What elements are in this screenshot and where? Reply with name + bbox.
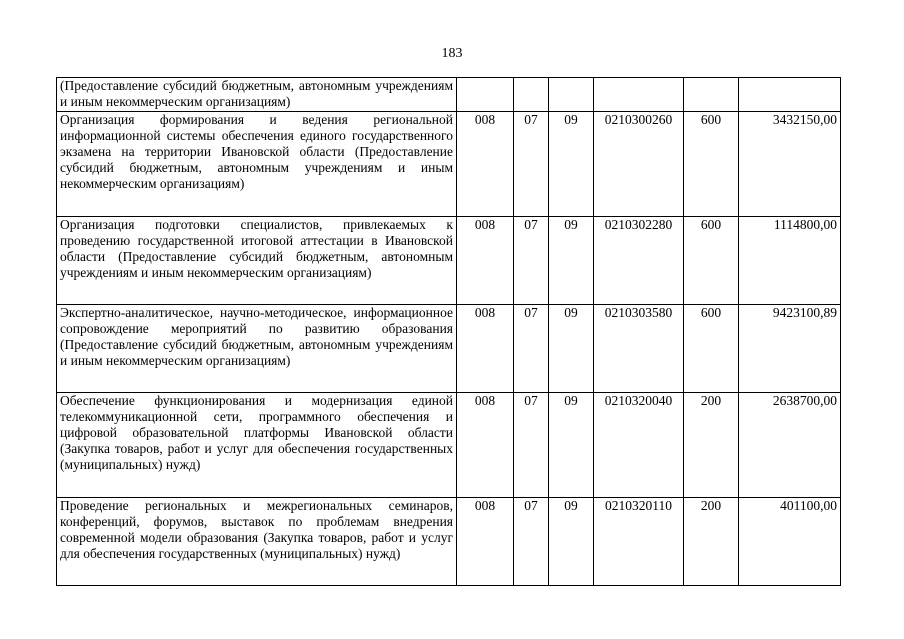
row-expense-type: 200 xyxy=(684,393,739,498)
row-amount: 2638700,00 xyxy=(739,393,841,498)
row-target-article: 0210300260 xyxy=(594,112,684,217)
row-section-code: 07 xyxy=(514,112,549,217)
row-target-article: 0210320110 xyxy=(594,498,684,586)
table-row xyxy=(57,78,841,112)
row-target-article: 0210302280 xyxy=(594,217,684,305)
budget-table xyxy=(56,77,841,586)
row-expense-type: 600 xyxy=(684,217,739,305)
row-gr-code: 008 xyxy=(457,305,514,393)
row-gr-code: 008 xyxy=(457,498,514,586)
row-target-article xyxy=(594,78,684,112)
row-subsection-code: 09 xyxy=(549,217,594,305)
row-target-article: 0210303580 xyxy=(594,305,684,393)
row-section-code: 07 xyxy=(514,305,549,393)
row-expense-type: 600 xyxy=(684,112,739,217)
row-section-code xyxy=(514,78,549,112)
row-gr-code xyxy=(457,78,514,112)
row-gr-code: 008 xyxy=(457,112,514,217)
table-row xyxy=(57,217,841,305)
table-row xyxy=(57,305,841,393)
row-subsection-code: 09 xyxy=(549,305,594,393)
row-description: Экспертно-аналитическое, научно-методическое, информационное сопровождение мероприятий по развитию образования (Предоставление субсидий бюджетным, автономным учреждениям и иным некоммерческим организациям) xyxy=(57,305,457,393)
row-amount: 1114800,00 xyxy=(739,217,841,305)
row-section-code: 07 xyxy=(514,393,549,498)
row-subsection-code: 09 xyxy=(549,498,594,586)
row-section-code: 07 xyxy=(514,217,549,305)
row-expense-type: 200 xyxy=(684,498,739,586)
row-amount: 401100,00 xyxy=(739,498,841,586)
row-amount: 3432150,00 xyxy=(739,112,841,217)
row-description: Организация подготовки специалистов, привлекаемых к проведению государственной итоговой аттестации в Ивановской области (Предоставление субсидий бюджетным, автономным учреждениям и иным некоммерческим организациям) xyxy=(57,217,457,305)
row-amount xyxy=(739,78,841,112)
row-subsection-code: 09 xyxy=(549,393,594,498)
table-row xyxy=(57,393,841,498)
row-description: Организация формирования и ведения региональной информационной системы обеспечения единого государственного экзамена на территории Ивановской области (Предоставление субсидий бюджетным, автономным учреждениям и иным некоммерческим организациям) xyxy=(57,112,457,217)
row-section-code: 07 xyxy=(514,498,549,586)
row-subsection-code: 09 xyxy=(549,112,594,217)
table-row xyxy=(57,498,841,586)
row-subsection-code xyxy=(549,78,594,112)
row-amount: 9423100,89 xyxy=(739,305,841,393)
row-description: (Предоставление субсидий бюджетным, автономным учреждениям и иным некоммерческим организациям) xyxy=(57,78,457,112)
row-description: Обеспечение функционирования и модернизация единой телекоммуникационной сети, программного обеспечения и цифровой образовательной платформы Ивановской области (Закупка товаров, работ и услуг для обеспечения государственных (муниципальных) нужд) xyxy=(57,393,457,498)
row-expense-type xyxy=(684,78,739,112)
row-description: Проведение региональных и межрегиональных семинаров, конференций, форумов, выставок по проблемам внедрения современной модели образования (Закупка товаров, работ и услуг для обеспечения государственных (муниципальных) нужд) xyxy=(57,498,457,586)
page-number: 183 xyxy=(441,46,463,61)
table-row xyxy=(57,112,841,217)
row-gr-code: 008 xyxy=(457,217,514,305)
row-target-article: 0210320040 xyxy=(594,393,684,498)
row-gr-code: 008 xyxy=(457,393,514,498)
row-expense-type: 600 xyxy=(684,305,739,393)
